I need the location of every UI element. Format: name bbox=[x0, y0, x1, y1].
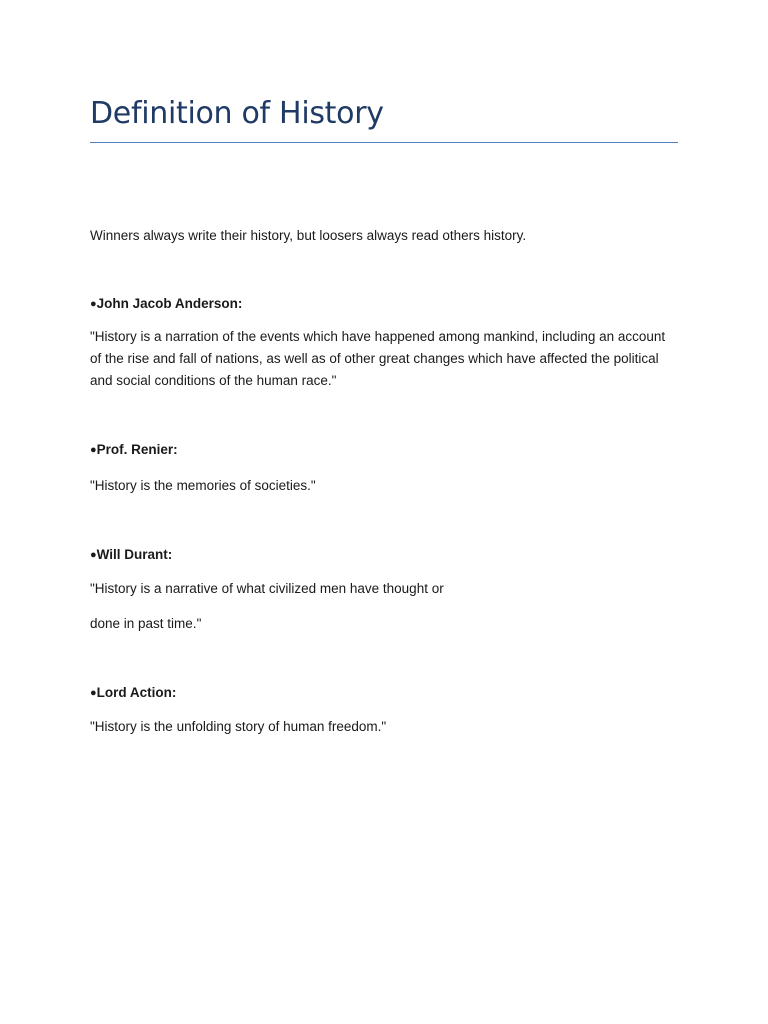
title-underline bbox=[90, 142, 678, 143]
bullet-icon: ● bbox=[90, 687, 97, 699]
bullet-icon: ● bbox=[90, 444, 97, 456]
speaker-name: Prof. Renier: bbox=[96, 442, 178, 457]
speaker-name: Will Durant: bbox=[96, 547, 173, 562]
page-title: Definition of History bbox=[90, 96, 384, 131]
intro-paragraph: Winners always write their history, but loosers always read others history. bbox=[90, 228, 527, 243]
definition-quote: "History is the unfolding story of human freedom." bbox=[90, 719, 387, 734]
definition-block bbox=[90, 544, 678, 635]
definition-quote-line: done in past time." bbox=[90, 616, 202, 631]
definition-quote: "History is the memories of societies." bbox=[90, 478, 316, 493]
definition-block bbox=[90, 682, 678, 738]
speaker-heading bbox=[90, 439, 678, 461]
definition-block bbox=[90, 293, 678, 392]
speaker-name: Lord Action: bbox=[96, 685, 177, 700]
definition-quote: "History is a narration of the events which have happened among mankind, including an account of the rise and fall of nations, as well as of other great changes which have affected the political and social conditions of the human race." bbox=[90, 329, 666, 388]
speaker-heading bbox=[90, 682, 678, 704]
bullet-icon: ● bbox=[90, 549, 97, 561]
definition-quote-line: "History is a narrative of what civilized men have thought or bbox=[90, 581, 444, 596]
speaker-heading bbox=[90, 293, 678, 315]
bullet-icon: ● bbox=[90, 298, 97, 310]
speaker-heading bbox=[90, 544, 678, 566]
definition-block bbox=[90, 439, 678, 497]
speaker-name: John Jacob Anderson: bbox=[96, 296, 243, 311]
document-body bbox=[90, 92, 678, 738]
